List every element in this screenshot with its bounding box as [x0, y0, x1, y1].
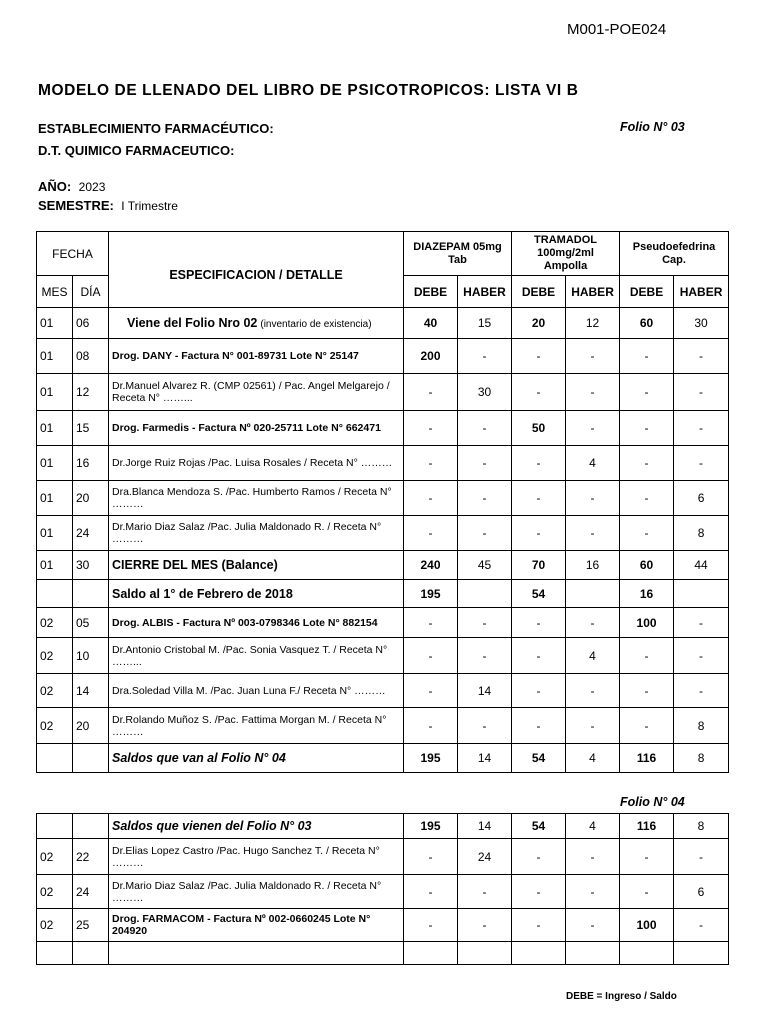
diazepam-debe-cell: - [404, 374, 458, 411]
tramadol-haber-cell: - [566, 411, 620, 446]
semestre-value: I Trimestre [121, 199, 178, 213]
tramadol-haber-cell: - [566, 339, 620, 374]
diazepam-debe-cell: 200 [404, 339, 458, 374]
tramadol-debe-cell [512, 942, 566, 965]
establecimiento-label: ESTABLECIMIENTO FARMACÉUTICO: [38, 121, 274, 136]
folio-number-label-2: Folio N° 04 [620, 795, 685, 809]
mes-cell [37, 744, 73, 773]
pseudoefedrina-debe-cell: - [620, 674, 674, 708]
detalle-cell: CIERRE DEL MES (Balance) [109, 551, 404, 580]
pseudoefedrina-haber-cell: 6 [674, 875, 729, 909]
diazepam-haber-cell: - [458, 608, 512, 638]
mes-cell: 02 [37, 875, 73, 909]
table-row [37, 744, 729, 773]
pseudoefedrina-debe-cell: - [620, 708, 674, 744]
document-code: M001-POE024 [567, 21, 667, 38]
tramadol-haber-cell: - [566, 909, 620, 942]
diazepam-debe-cell: 240 [404, 551, 458, 580]
semestre-label: SEMESTRE: [38, 198, 114, 213]
detalle-cell: Dr.Rolando Muñoz S. /Pac. Fattima Morgan M. / Receta N° ……… [109, 708, 404, 744]
tramadol-debe-cell: - [512, 339, 566, 374]
detalle-cell: Saldos que vienen del Folio N° 03 [109, 814, 404, 839]
dia-cell: 14 [73, 674, 109, 708]
pseudoefedrina-debe-cell: - [620, 875, 674, 909]
table-row [37, 339, 729, 374]
pseudoefedrina-header: Pseudoefedrina Cap. [620, 232, 729, 276]
diazepam-debe-cell: - [404, 411, 458, 446]
mes-cell: 02 [37, 638, 73, 674]
tramadol-debe-cell: 50 [512, 411, 566, 446]
dia-cell: 24 [73, 516, 109, 551]
detalle-cell: Dr.Elias Lopez Castro /Pac. Hugo Sanchez T. / Receta N° ……… [109, 839, 404, 875]
tramadol-debe-cell: - [512, 909, 566, 942]
diazepam-debe-cell: 40 [404, 308, 458, 339]
diazepam-debe-cell: - [404, 638, 458, 674]
psychotropic-ledger-table [36, 231, 729, 773]
pseudoefedrina-debe-cell: - [620, 516, 674, 551]
mes-cell: 01 [37, 339, 73, 374]
pseudoefedrina-debe-cell: - [620, 446, 674, 481]
fecha-header: FECHA [37, 232, 109, 276]
tramadol-haber-cell: - [566, 374, 620, 411]
diazepam-haber-cell [458, 942, 512, 965]
table-row [37, 942, 729, 965]
page-title: MODELO DE LLENADO DEL LIBRO DE PSICOTROPICOS: LISTA VI B [38, 82, 579, 99]
tramadol-header: TRAMADOL 100mg/2ml Ampolla [512, 232, 620, 276]
detalle-extra: (inventario de existencia) [260, 319, 372, 330]
detalle-cell: Dr.Mario Diaz Salaz /Pac. Julia Maldonado R. / Receta N° ……… [109, 875, 404, 909]
tramadol-debe-cell: - [512, 839, 566, 875]
pseudoefedrina-haber-cell: 8 [674, 708, 729, 744]
table-row [37, 674, 729, 708]
diazepam-haber-cell: 14 [458, 674, 512, 708]
dia-cell [73, 744, 109, 773]
pseudoefedrina-haber-cell: - [674, 909, 729, 942]
tramadol-haber-cell: 4 [566, 638, 620, 674]
table-row [37, 481, 729, 516]
tramadol-debe-cell: - [512, 875, 566, 909]
pseudoefedrina-debe-cell: - [620, 839, 674, 875]
diazepam-debe-cell: - [404, 446, 458, 481]
mes-cell: 01 [37, 374, 73, 411]
pseudoefedrina-haber-cell [674, 580, 729, 608]
diazepam-haber-cell: 14 [458, 744, 512, 773]
table-row [37, 551, 729, 580]
table-row [37, 411, 729, 446]
tramadol-debe-cell: - [512, 446, 566, 481]
tramadol-haber-cell: 12 [566, 308, 620, 339]
pseudoefedrina-haber-cell: - [674, 411, 729, 446]
especificacion-header: ESPECIFICACION / DETALLE [109, 232, 404, 308]
mes-cell: 01 [37, 551, 73, 580]
diazepam-haber-cell: - [458, 875, 512, 909]
diazepam-debe-cell: 195 [404, 744, 458, 773]
diazepam-haber-cell: - [458, 516, 512, 551]
diazepam-debe-cell: - [404, 839, 458, 875]
pseudoefedrina-debe-cell: - [620, 339, 674, 374]
detalle-cell: Saldo al 1° de Febrero de 2018 [109, 580, 404, 608]
diazepam-haber-cell: 14 [458, 814, 512, 839]
detalle-cell: Dra.Soledad Villa M. /Pac. Juan Luna F./ Receta N° ……… [109, 674, 404, 708]
detalle-cell [109, 942, 404, 965]
detalle-main: Viene del Folio Nro 02 [127, 316, 258, 330]
diazepam-haber-cell: 24 [458, 839, 512, 875]
pseudoefedrina-haber-cell: 8 [674, 516, 729, 551]
table-row [37, 446, 729, 481]
pseudoefedrina-haber-cell: - [674, 608, 729, 638]
table-row [37, 909, 729, 942]
tramadol-haber-cell [566, 942, 620, 965]
table-row [37, 708, 729, 744]
mes-cell: 02 [37, 708, 73, 744]
diazepam-haber-cell: - [458, 909, 512, 942]
tramadol-haber-cell: - [566, 674, 620, 708]
diazepam-haber-cell: 45 [458, 551, 512, 580]
diazepam-debe-cell: - [404, 516, 458, 551]
diazepam-debe-cell: - [404, 909, 458, 942]
diazepam-debe-cell: - [404, 608, 458, 638]
tramadol-debe-cell: - [512, 638, 566, 674]
pseudoefedrina-debe-header: DEBE [620, 276, 674, 308]
pseudoefedrina-haber-cell: - [674, 374, 729, 411]
detalle-cell: Saldos que van al Folio N° 04 [109, 744, 404, 773]
diazepam-haber-cell: 30 [458, 374, 512, 411]
pseudoefedrina-haber-cell: - [674, 638, 729, 674]
diazepam-debe-cell: - [404, 875, 458, 909]
mes-cell: 02 [37, 909, 73, 942]
dia-cell [73, 580, 109, 608]
diazepam-debe-header: DEBE [404, 276, 458, 308]
anio-row [38, 178, 105, 196]
mes-cell: 01 [37, 516, 73, 551]
mes-header: MES [37, 276, 73, 308]
tramadol-debe-cell: - [512, 374, 566, 411]
pseudoefedrina-haber-cell: 6 [674, 481, 729, 516]
table-row [37, 374, 729, 411]
psychotropic-ledger-table-2 [36, 813, 729, 965]
diazepam-debe-cell: - [404, 481, 458, 516]
dia-cell: 06 [73, 308, 109, 339]
pseudoefedrina-debe-cell: 60 [620, 551, 674, 580]
tramadol-debe-cell: 70 [512, 551, 566, 580]
detalle-cell: Drog. ALBIS - Factura Nº 003-0798346 Lote N° 882154 [109, 608, 404, 638]
detalle-cell: Dr.Manuel Alvarez R. (CMP 02561) / Pac. Angel Melgarejo / Receta N° ……... [109, 374, 404, 411]
tramadol-haber-cell: - [566, 481, 620, 516]
pseudoefedrina-haber-cell: - [674, 674, 729, 708]
detalle-cell: Dra.Blanca Mendoza S. /Pac. Humberto Ramos / Receta N° ……… [109, 481, 404, 516]
table-row [37, 638, 729, 674]
tramadol-debe-header: DEBE [512, 276, 566, 308]
tramadol-haber-cell: 4 [566, 814, 620, 839]
dt-label: D.T. QUIMICO FARMACEUTICO: [38, 143, 235, 158]
mes-cell: 01 [37, 308, 73, 339]
diazepam-haber-cell: - [458, 708, 512, 744]
pseudoefedrina-debe-cell: 100 [620, 909, 674, 942]
diazepam-haber-cell [458, 580, 512, 608]
dia-cell: 24 [73, 875, 109, 909]
mes-cell: 01 [37, 446, 73, 481]
pseudoefedrina-haber-cell [674, 942, 729, 965]
header-row-products [37, 232, 729, 276]
dia-cell: 16 [73, 446, 109, 481]
table-row [37, 608, 729, 638]
pseudoefedrina-debe-cell: - [620, 638, 674, 674]
pseudoefedrina-haber-cell: - [674, 839, 729, 875]
diazepam-header: DIAZEPAM 05mg Tab [404, 232, 512, 276]
tramadol-haber-cell: - [566, 875, 620, 909]
detalle-cell: Dr.Antonio Cristobal M. /Pac. Sonia Vasquez T. / Receta N° ……... [109, 638, 404, 674]
pseudoefedrina-debe-cell: 16 [620, 580, 674, 608]
pseudoefedrina-haber-cell: 8 [674, 814, 729, 839]
dia-cell: 20 [73, 481, 109, 516]
diazepam-debe-cell [404, 942, 458, 965]
dia-cell: 22 [73, 839, 109, 875]
table-row [37, 814, 729, 839]
pseudoefedrina-haber-cell: - [674, 446, 729, 481]
diazepam-haber-cell: 15 [458, 308, 512, 339]
pseudoefedrina-haber-cell: 8 [674, 744, 729, 773]
detalle-cell: Dr.Jorge Ruiz Rojas /Pac. Luisa Rosales / Receta N° ……… [109, 446, 404, 481]
pseudoefedrina-debe-cell: - [620, 374, 674, 411]
tramadol-debe-cell: 54 [512, 580, 566, 608]
diazepam-debe-cell: - [404, 708, 458, 744]
tramadol-haber-cell: - [566, 839, 620, 875]
pseudoefedrina-debe-cell: 60 [620, 308, 674, 339]
table-row [37, 839, 729, 875]
dia-cell: 08 [73, 339, 109, 374]
tramadol-haber-cell: 4 [566, 446, 620, 481]
mes-cell: 01 [37, 411, 73, 446]
tramadol-debe-cell: - [512, 516, 566, 551]
pseudoefedrina-debe-cell: - [620, 411, 674, 446]
diazepam-haber-cell: - [458, 446, 512, 481]
tramadol-debe-cell: 20 [512, 308, 566, 339]
pseudoefedrina-debe-cell: 116 [620, 814, 674, 839]
semestre-row [38, 197, 178, 215]
diazepam-debe-cell: - [404, 674, 458, 708]
mes-cell: 02 [37, 674, 73, 708]
mes-cell [37, 814, 73, 839]
pseudoefedrina-debe-cell [620, 942, 674, 965]
tramadol-debe-cell: - [512, 708, 566, 744]
tramadol-haber-cell: - [566, 516, 620, 551]
table-row [37, 516, 729, 551]
pseudoefedrina-debe-cell: 100 [620, 608, 674, 638]
diazepam-haber-header: HABER [458, 276, 512, 308]
pseudoefedrina-debe-cell: - [620, 481, 674, 516]
diazepam-haber-cell: - [458, 411, 512, 446]
mes-cell: 02 [37, 839, 73, 875]
tramadol-debe-cell: 54 [512, 814, 566, 839]
mes-cell: 01 [37, 481, 73, 516]
tramadol-debe-cell: 54 [512, 744, 566, 773]
tramadol-debe-cell: - [512, 481, 566, 516]
footer-note: DEBE = Ingreso / Saldo [566, 991, 677, 1002]
detalle-cell: Drog. FARMACOM - Factura Nº 002-0660245 Lote N° 204920 [109, 909, 404, 942]
tramadol-debe-cell: - [512, 674, 566, 708]
dia-cell: 20 [73, 708, 109, 744]
table-row [37, 308, 729, 339]
diazepam-haber-cell: - [458, 339, 512, 374]
dia-cell: 05 [73, 608, 109, 638]
tramadol-debe-cell: - [512, 608, 566, 638]
diazepam-haber-cell: - [458, 638, 512, 674]
diazepam-debe-cell: 195 [404, 580, 458, 608]
dia-cell [73, 814, 109, 839]
tramadol-haber-cell: - [566, 708, 620, 744]
anio-label: AÑO: [38, 179, 72, 194]
detalle-cell: Drog. Farmedis - Factura Nº 020-25711 Lote N° 662471 [109, 411, 404, 446]
dia-cell: 30 [73, 551, 109, 580]
detalle-cell [109, 308, 404, 339]
mes-cell: 02 [37, 608, 73, 638]
anio-value: 2023 [78, 180, 106, 194]
diazepam-debe-cell: 195 [404, 814, 458, 839]
mes-cell [37, 942, 73, 965]
table-row [37, 875, 729, 909]
tramadol-haber-header: HABER [566, 276, 620, 308]
detalle-cell: Drog. DANY - Factura N° 001-89731 Lote N° 25147 [109, 339, 404, 374]
table-row [37, 580, 729, 608]
dia-header: DÍA [73, 276, 109, 308]
pseudoefedrina-debe-cell: 116 [620, 744, 674, 773]
pseudoefedrina-haber-header: HABER [674, 276, 729, 308]
detalle-cell: Dr.Mario Diaz Salaz /Pac. Julia Maldonado R. / Receta N° ……… [109, 516, 404, 551]
tramadol-haber-cell [566, 580, 620, 608]
dia-cell: 25 [73, 909, 109, 942]
tramadol-haber-cell: 16 [566, 551, 620, 580]
mes-cell [37, 580, 73, 608]
tramadol-haber-cell: 4 [566, 744, 620, 773]
dia-cell: 15 [73, 411, 109, 446]
pseudoefedrina-haber-cell: 30 [674, 308, 729, 339]
pseudoefedrina-haber-cell: 44 [674, 551, 729, 580]
dia-cell: 10 [73, 638, 109, 674]
diazepam-haber-cell: - [458, 481, 512, 516]
tramadol-haber-cell: - [566, 608, 620, 638]
folio-number-label: Folio N° 03 [620, 120, 685, 134]
pseudoefedrina-haber-cell: - [674, 339, 729, 374]
dia-cell: 12 [73, 374, 109, 411]
dia-cell [73, 942, 109, 965]
